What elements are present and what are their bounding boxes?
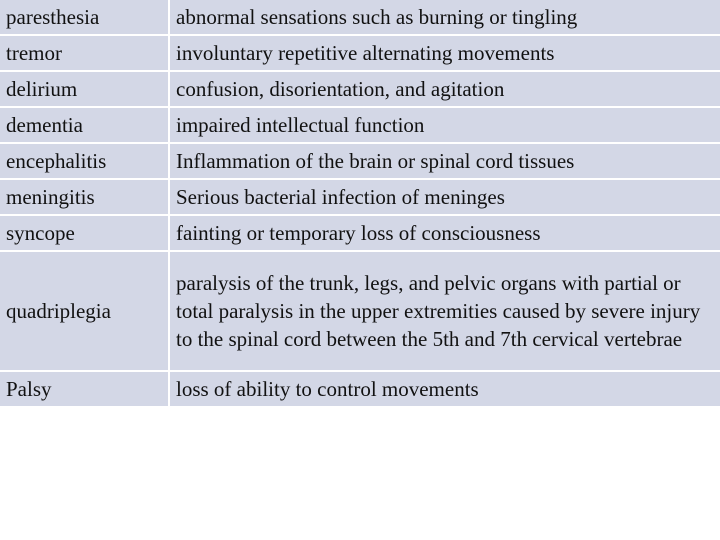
table-row bbox=[0, 251, 720, 371]
table-row bbox=[0, 35, 720, 71]
table-row bbox=[0, 371, 720, 407]
definition-cell: impaired intellectual function bbox=[169, 107, 720, 143]
table-row bbox=[0, 179, 720, 215]
table-row bbox=[0, 143, 720, 179]
table-row bbox=[0, 71, 720, 107]
table-row bbox=[0, 0, 720, 35]
definition-cell: confusion, disorientation, and agitation bbox=[169, 71, 720, 107]
term-cell: Palsy bbox=[0, 371, 169, 407]
definition-cell: loss of ability to control movements bbox=[169, 371, 720, 407]
term-cell: meningitis bbox=[0, 179, 169, 215]
term-cell: tremor bbox=[0, 35, 169, 71]
term-cell: quadriplegia bbox=[0, 251, 169, 371]
definition-cell: paralysis of the trunk, legs, and pelvic organs with partial or total paralysis in the upper extremities caused by severe injury to the spinal cord between the 5th and 7th cervical vertebrae bbox=[169, 251, 720, 371]
term-cell: paresthesia bbox=[0, 0, 169, 35]
term-cell: encephalitis bbox=[0, 143, 169, 179]
term-cell: delirium bbox=[0, 71, 169, 107]
term-cell: syncope bbox=[0, 215, 169, 251]
definition-cell: Serious bacterial infection of meninges bbox=[169, 179, 720, 215]
table-row bbox=[0, 107, 720, 143]
definition-cell: Inflammation of the brain or spinal cord tissues bbox=[169, 143, 720, 179]
definition-cell: involuntary repetitive alternating movements bbox=[169, 35, 720, 71]
definition-cell: abnormal sensations such as burning or tingling bbox=[169, 0, 720, 35]
table-row bbox=[0, 215, 720, 251]
definition-cell: fainting or temporary loss of consciousness bbox=[169, 215, 720, 251]
term-cell: dementia bbox=[0, 107, 169, 143]
